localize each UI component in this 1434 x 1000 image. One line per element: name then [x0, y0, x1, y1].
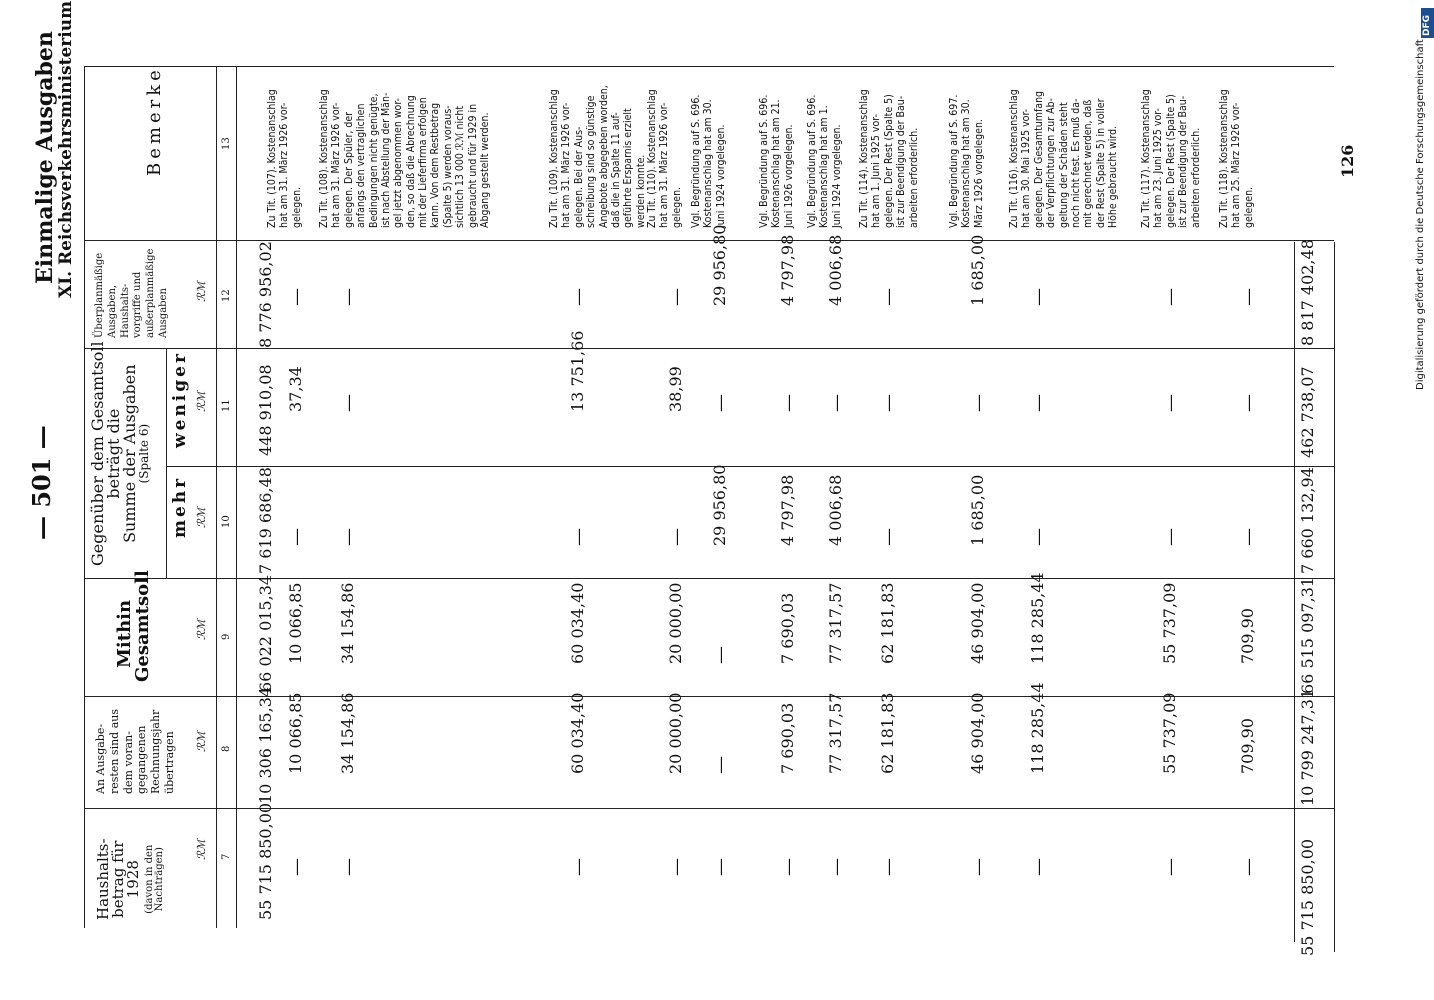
remark-line: mit der Lieferfirma erfolgen [417, 97, 429, 228]
col13-number: 13 [221, 137, 232, 150]
remark-line: gelegen. Der Gesamtumfang [1032, 90, 1045, 228]
col9-number: 9 [221, 633, 232, 640]
remark-line: gel jetzt abgenommen wor- [392, 98, 405, 228]
remark-line: gelegen. [290, 186, 303, 228]
row-c12-value: 4 797,98 [778, 234, 797, 306]
row-c10-value: — [878, 528, 899, 546]
col8-header: An Ausgabe- resten sind aus dem voran- gegangenen Rechnungsjahr übertragen [94, 709, 176, 794]
units-rule [216, 66, 217, 928]
totals-bottom-rule-2 [1334, 242, 1335, 952]
remark-line: gelegen. Der Spüler, der [342, 111, 355, 228]
col8-number: 8 [221, 745, 232, 752]
remark-line: (Spalte 5) werden voraus- [441, 105, 454, 228]
table-left-rule [84, 66, 85, 928]
row-c12-value: — [1238, 288, 1259, 306]
row-c7-value: — [968, 858, 989, 876]
col13-header: Bemerke [144, 66, 165, 176]
row-c9-value: 10 066,85 [286, 582, 305, 664]
remark-line: ist nach Abstellung der Män- [379, 92, 392, 228]
row-remark [1140, 89, 1202, 228]
row-c8-value: 709,90 [1238, 718, 1257, 774]
total-top-c9: 66 022 015,34 [256, 574, 275, 692]
row-c12-value: — [1160, 288, 1181, 306]
row-c10-value: — [1160, 528, 1181, 546]
remark-line: kann. Von dem Restbetrag [429, 102, 442, 228]
remark-line: gebraucht und für 1929 in [466, 103, 479, 228]
row-c9-value: 46 904,00 [968, 582, 987, 664]
col11-header: weniger [170, 351, 190, 448]
footer-page-number: 126 [1338, 144, 1357, 178]
row-c9-value: 709,90 [1238, 608, 1257, 664]
row-remark [548, 85, 647, 228]
col10-number: 10 [221, 515, 232, 528]
remark-line: Vgl. Begründung auf S. 697. [948, 94, 960, 228]
remark-line: arbeiten erforderlich. [907, 127, 920, 228]
col10-header: mehr [170, 475, 190, 538]
total-top-c7: 55 715 850,00 [256, 802, 275, 920]
remark-line: gelegen. [670, 186, 683, 228]
row-c11-value: — [878, 394, 899, 412]
row-c11-value: — [826, 394, 847, 412]
remark-line: gelegen. Der Rest (Spalte 5) [882, 94, 895, 228]
col12-number: 12 [221, 289, 232, 302]
row-c10-value: 4 797,98 [778, 474, 797, 546]
col7-header: Haushalts- betrag für 1928 (davon in den Nachträgen) [94, 838, 165, 920]
col-divider-11-12 [84, 348, 1334, 349]
row-remark [318, 89, 491, 228]
remark-line: geführte Ersparnis erzielt [622, 108, 635, 228]
dfg-logo: DFG [1421, 8, 1434, 38]
row-c7-value: — [286, 858, 307, 876]
row-c11-value: — [710, 394, 731, 412]
remark-line: hat am 23. Juni 1925 vor- [1152, 108, 1165, 228]
row-c8-value: 7 690,03 [778, 702, 797, 774]
row-c7-value: — [568, 858, 589, 876]
remark-line: Juni 1924 vorgelegen. [714, 124, 727, 228]
totals-bottom-rule [1294, 242, 1295, 942]
remark-line: Kostenanschlag hat am 30. [960, 99, 973, 228]
row-c12-value: — [568, 288, 589, 306]
row-remark [646, 89, 683, 228]
row-c10-value: — [1028, 528, 1049, 546]
remark-line: ist zur Beendigung der Bau- [895, 95, 908, 228]
total-bottom-c7: 55 715 850,00 [1298, 838, 1317, 956]
col8-unit: ℛℳ [195, 731, 208, 752]
row-c10-value: — [1238, 528, 1259, 546]
total-top-c12: 8 776 956,02 [256, 241, 275, 348]
col9-header: Mithin Gesamtsoll [114, 570, 153, 682]
remark-line: Abgang gestellt werden. [478, 112, 491, 228]
remark-line: Höhe gebraucht wird. [1107, 125, 1119, 228]
remark-line: Vgl. Begründung auf S. 696. [806, 94, 818, 228]
row-c9-value: — [710, 646, 731, 664]
col11-unit: ℛℳ [195, 391, 208, 412]
row-c11-value: 13 751,66 [568, 330, 587, 412]
row-c11-value: — [338, 394, 359, 412]
row-c11-value: — [1238, 394, 1259, 412]
remark-line: hat am 1. Juni 1925 vor- [870, 114, 883, 228]
remark-line: Zu Tit. (109). Kostenanschlag [548, 89, 560, 228]
row-c9-value: 7 690,03 [778, 592, 797, 664]
row-c10-value: 4 006,68 [826, 474, 845, 546]
row-c9-value: 55 737,09 [1160, 582, 1179, 664]
row-c8-value: 20 000,00 [666, 692, 685, 774]
page-number: — 501 — [27, 425, 56, 540]
row-c8-value: — [710, 756, 731, 774]
row-c10-value: 1 685,00 [968, 474, 987, 546]
row-c11-value: — [1028, 394, 1049, 412]
row-c11-value: 37,34 [286, 366, 305, 412]
header-end-rule [236, 66, 237, 928]
total-bottom-c12: 8 817 402,48 [1298, 239, 1317, 346]
remark-line: noch nicht fest. Es muß da- [1069, 98, 1082, 228]
row-c10-value: — [338, 528, 359, 546]
row-c7-value: — [878, 858, 899, 876]
remark-line: hat am 25. März 1926 vor- [1230, 102, 1243, 228]
remark-line: Angebote abgegeben worden, [597, 85, 610, 228]
remark-line: Zu Tit. (116). Kostenanschlag [1008, 89, 1020, 228]
row-c8-value: 34 154,86 [338, 692, 357, 774]
remark-line: Zu Tit. (107). Kostenanschlag [266, 89, 278, 228]
row-c8-value: 55 737,09 [1160, 692, 1179, 774]
row-c7-value: — [826, 858, 847, 876]
row-c8-value: 118 285,44 [1028, 682, 1047, 774]
row-remark [806, 95, 843, 228]
remark-line: gelegen. [1242, 186, 1255, 228]
remark-line: gelegen. Bei der Aus- [572, 126, 585, 228]
row-c11-value: — [1160, 394, 1181, 412]
row-c10-value: — [568, 528, 589, 546]
remark-line: hat am 30. Mai 1925 vor- [1020, 108, 1033, 228]
row-c7-value: — [338, 858, 359, 876]
total-bottom-c8: 10 799 247,31 [1298, 688, 1317, 806]
col12-unit: ℛℳ [195, 281, 208, 302]
remark-line: der Rest (Spalte 5) in voller [1094, 98, 1107, 228]
row-c7-value: — [778, 858, 799, 876]
remark-line: mit gerechnet werden, daß [1082, 99, 1095, 228]
row-c12-value: 1 685,00 [968, 234, 987, 306]
remark-line: Zu Tit. (114). Kostenanschlag [858, 89, 870, 228]
row-c7-value: — [666, 858, 687, 876]
remark-line: Juni 1924 vorgelegen. [830, 124, 843, 228]
remark-line: geltung der Schäden steht [1057, 102, 1070, 228]
remark-line: gelegen. Der Rest (Spalte 5) [1164, 94, 1177, 228]
remark-line: Juni 1926 vorgelegen. [782, 124, 795, 228]
row-c8-value: 46 904,00 [968, 692, 987, 774]
total-bottom-c10: 7 660 132,94 [1298, 467, 1317, 574]
total-top-c10: 7 619 686,48 [256, 467, 275, 574]
remark-line: hat am 31. März 1926 vor- [278, 102, 291, 228]
row-remark [858, 89, 920, 228]
row-c12-value: — [878, 288, 899, 306]
row-c12-value: — [286, 288, 307, 306]
remark-line: ist zur Beendigung der Bau- [1177, 95, 1190, 228]
remark-line: Zu Tit. (108). Kostenanschlag [318, 89, 330, 228]
col-divider-10-11 [166, 466, 1334, 467]
col9-unit: ℛℳ [195, 619, 208, 640]
remark-line: werden konnte. [634, 154, 647, 228]
total-bottom-c11: 462 738,07 [1298, 366, 1317, 458]
row-remark [1218, 89, 1255, 228]
remark-line: Kostenanschlag hat am 1. [818, 105, 831, 228]
row-remark [690, 95, 727, 228]
row-c10-value: 29 956,80 [710, 464, 729, 546]
row-remark [1008, 89, 1119, 228]
row-c9-value: 118 285,44 [1028, 572, 1047, 664]
remark-line: Kostenanschlag hat am 21. [770, 99, 783, 228]
remark-line: Kostenanschlag hat am 30. [702, 99, 715, 228]
row-c8-value: 62 181,83 [878, 692, 897, 774]
row-c11-value: — [778, 394, 799, 412]
row-c7-value: — [710, 858, 731, 876]
remark-line: Vgl. Begründung auf S. 696. [690, 94, 702, 228]
col10-unit: ℛℳ [195, 507, 208, 528]
remark-line: Zu Tit. (118). Kostenanschlag [1218, 89, 1230, 228]
row-c9-value: 62 181,83 [878, 582, 897, 664]
col11-number: 11 [221, 399, 232, 412]
page-subtitle: XI. Reichsverkehrsministerium [56, 0, 76, 298]
remark-line: Bedingungen nicht genügte, [367, 93, 380, 228]
row-c9-value: 20 000,00 [666, 582, 685, 664]
row-c9-value: 34 154,86 [338, 582, 357, 664]
row-c7-value: — [1238, 858, 1259, 876]
remark-line: anfangs den vertraglichen [355, 103, 368, 228]
col12-header: Überplanmäßige Ausgaben, Haushalts- vorgriffe und außerplanmäßige Ausgaben [94, 248, 169, 338]
table-top-rule [84, 66, 1334, 67]
row-c9-value: 60 034,40 [568, 582, 587, 664]
col7-unit: ℛℳ [195, 839, 208, 860]
row-c8-value: 10 066,85 [286, 692, 305, 774]
row-c10-value: — [286, 528, 307, 546]
row-remark [758, 95, 795, 228]
row-c12-value: — [666, 288, 687, 306]
row-c12-value: — [338, 288, 359, 306]
row-remark [948, 95, 985, 228]
row-remark [266, 89, 303, 228]
row-c12-value: 29 956,80 [710, 224, 729, 306]
row-c8-value: 60 034,40 [568, 692, 587, 774]
remark-line: hat am 31. März 1926 vor- [560, 102, 573, 228]
remark-line: der Verpflichtungen zur Ab- [1045, 98, 1058, 228]
row-c12-value: 4 006,68 [826, 234, 845, 306]
remark-line: Zu Tit. (117). Kostenanschlag [1140, 89, 1152, 228]
row-c7-value: — [1160, 858, 1181, 876]
row-c7-value: — [1028, 858, 1049, 876]
row-c11-value: 38,99 [666, 366, 685, 412]
remark-line: sichtlich 13 000 ℛℳ nicht [454, 105, 467, 228]
row-c11-value: — [968, 394, 989, 412]
remark-line: schreibung sind so günstige [585, 95, 598, 228]
remark-line: Zu Tit. (110). Kostenanschlag [646, 89, 658, 228]
total-top-c11: 448 910,08 [256, 364, 275, 456]
group-header: Gegenüber dem Gesamtsoll beträgt die Summe der Ausgaben (Spalte 6) [88, 341, 151, 566]
digitization-note: Digitalisierung gefördert durch die Deutsche Forschungsgemeinschaft [1415, 39, 1426, 390]
remark-line: März 1926 vorgelegen. [972, 119, 985, 228]
page-title: Einmalige Ausgaben [32, 31, 58, 284]
group-subheader-rule [166, 348, 167, 578]
remark-line: Vgl. Begründung auf S. 696. [758, 94, 770, 228]
row-c9-value: 77 317,57 [826, 582, 845, 664]
remark-line: hat am 31. März 1926 vor- [330, 102, 343, 228]
row-c8-value: 77 317,57 [826, 692, 845, 774]
col7-number: 7 [221, 853, 232, 860]
remark-line: daß die in Spalte 11 auf- [609, 112, 622, 228]
total-bottom-c9: 66 515 097,31 [1298, 576, 1317, 694]
total-top-c8: 10 306 165,34 [256, 686, 275, 804]
remark-line: hat am 31. März 1926 vor- [658, 102, 671, 228]
row-c10-value: — [666, 528, 687, 546]
row-c12-value: — [1028, 288, 1049, 306]
remark-line: den, so daß die Abrechnung [404, 95, 417, 228]
remark-line: arbeiten erforderlich. [1189, 127, 1202, 228]
